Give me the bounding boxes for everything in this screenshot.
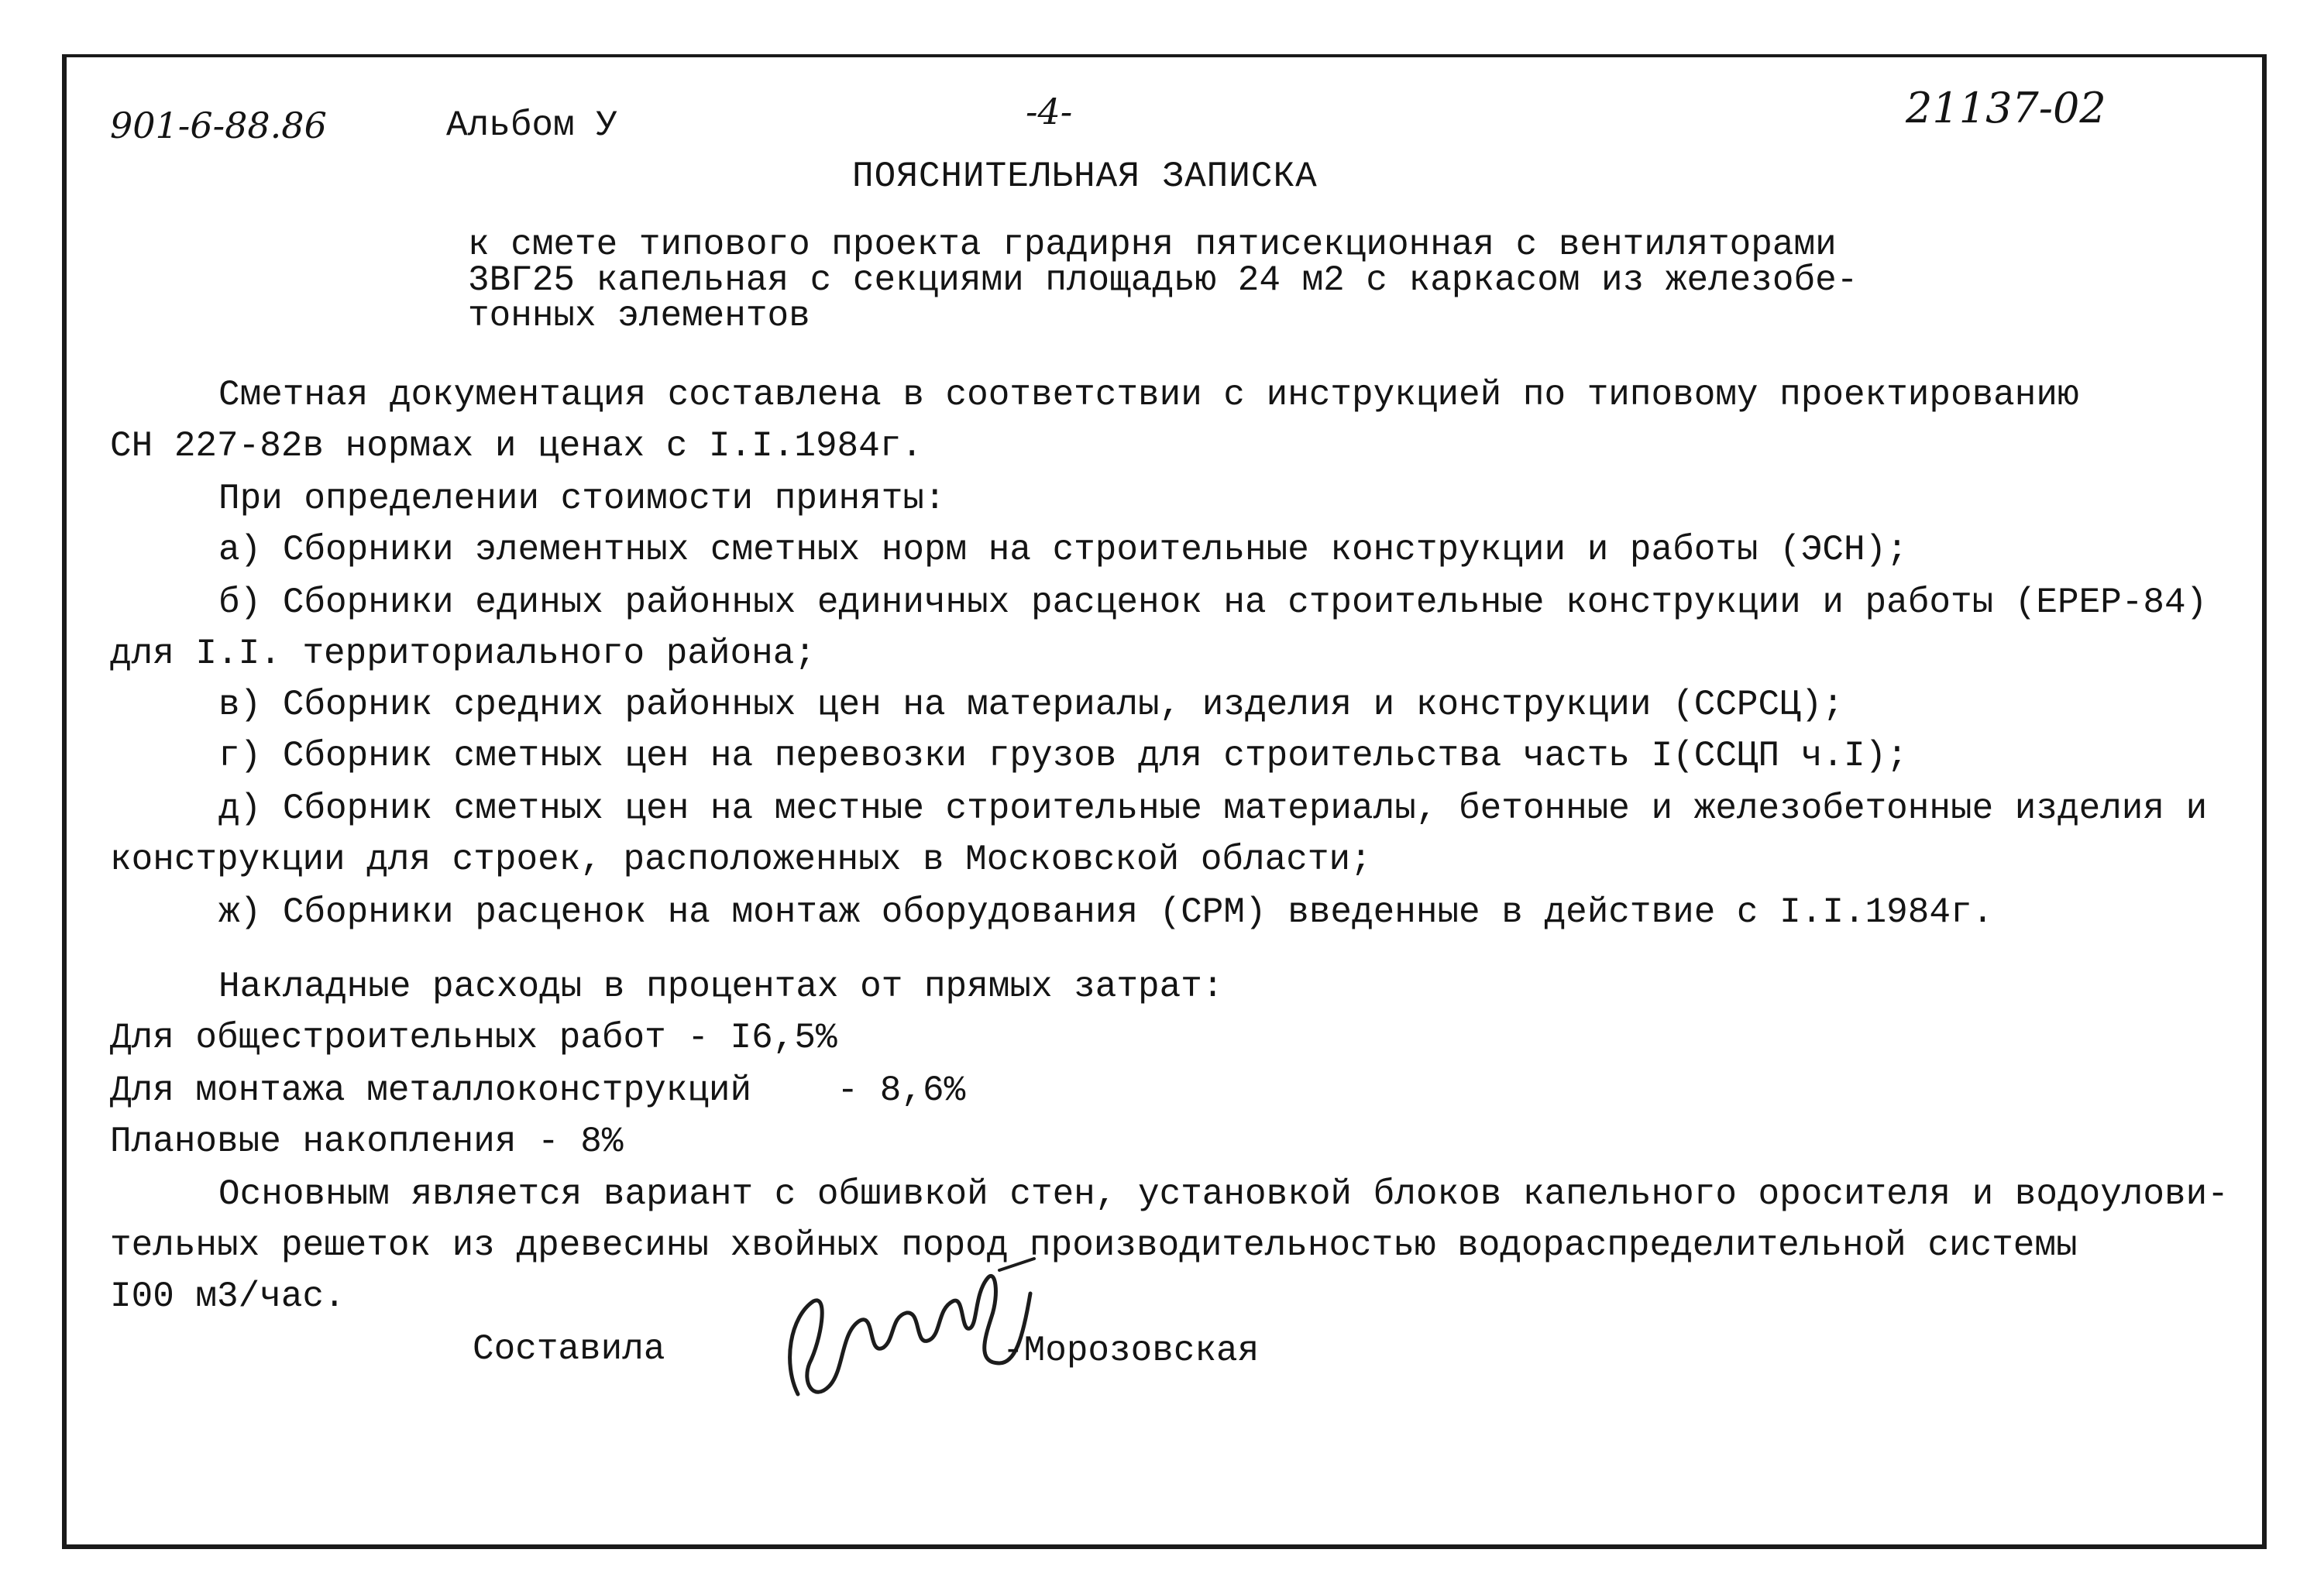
signer-name: -Морозовская <box>1002 1331 1260 1371</box>
intro-paragraph: Сметная документация составлена в соответствии с инструкцией по типовому проектированию <box>218 375 2079 415</box>
main-variant-cont: I00 м3/час. <box>110 1276 346 1317</box>
subtitle-line: тонных элементов <box>468 296 810 336</box>
list-item-d-cont: конструкции для строек, расположенных в Московской области; <box>110 840 1372 880</box>
planned-savings: Плановые накопления - 8% <box>110 1122 624 1162</box>
overhead-metal: Для монтажа металлоконструкций - 8,6% <box>110 1070 966 1111</box>
note-title: ПОЯСНИТЕЛЬНАЯ ЗАПИСКА <box>852 156 1318 197</box>
intro-paragraph-cont: СН 227-82в нормах и ценах с I.I.1984г. <box>110 426 923 466</box>
list-item-d: д) Сборник сметных цен на местные строительные материалы, бетонные и железобетонные изделия и <box>218 788 2208 829</box>
main-variant: Основным является вариант с обшивкой стен, установкой блоков капельного оросителя и водоулови- <box>218 1174 2229 1214</box>
doc-code: 901-6-88.86 <box>110 105 327 146</box>
overhead-intro: Накладные расходы в процентах от прямых затрат: <box>218 967 1224 1007</box>
list-item-zh: ж) Сборники расценок на монтаж оборудования (СРМ) введенные в действие с I.I.1984г. <box>218 892 1994 933</box>
list-item-a: а) Сборники элементных сметных норм на строительные конструкции и работы (ЭСН); <box>218 530 1908 570</box>
costs-intro: При определении стоимости приняты: <box>218 479 946 519</box>
main-variant-cont: тельных решеток из древесины хвойных пород производительностью водораспределительной системы <box>110 1225 2078 1266</box>
album-label: Альбом У <box>446 105 617 146</box>
archive-number: 21137-02 <box>1906 84 2106 132</box>
overhead-general: Для общестроительных работ - I6,5% <box>110 1018 837 1058</box>
list-item-g: г) Сборник сметных цен на перевозки грузов для строительства часть I(ССЦП ч.I); <box>218 736 1908 776</box>
page-number: -4- <box>1026 91 1073 132</box>
signed-label: Составила <box>473 1329 665 1369</box>
subtitle-line: к смете типового проекта градирня пятисекционная с вентиляторами <box>468 225 1837 265</box>
list-item-b: б) Сборники единых районных единичных расценок на строительные конструкции и работы (ЕРЕР-84) <box>218 582 2208 623</box>
list-item-v: в) Сборник средних районных цен на материалы, изделия и конструкции (ССРСЦ); <box>218 685 1844 725</box>
list-item-b-cont: для I.I. территориального района; <box>110 634 816 674</box>
subtitle-line: 3ВГ25 капельная с секциями площадью 24 м2 с каркасом из железобе- <box>468 260 1858 301</box>
